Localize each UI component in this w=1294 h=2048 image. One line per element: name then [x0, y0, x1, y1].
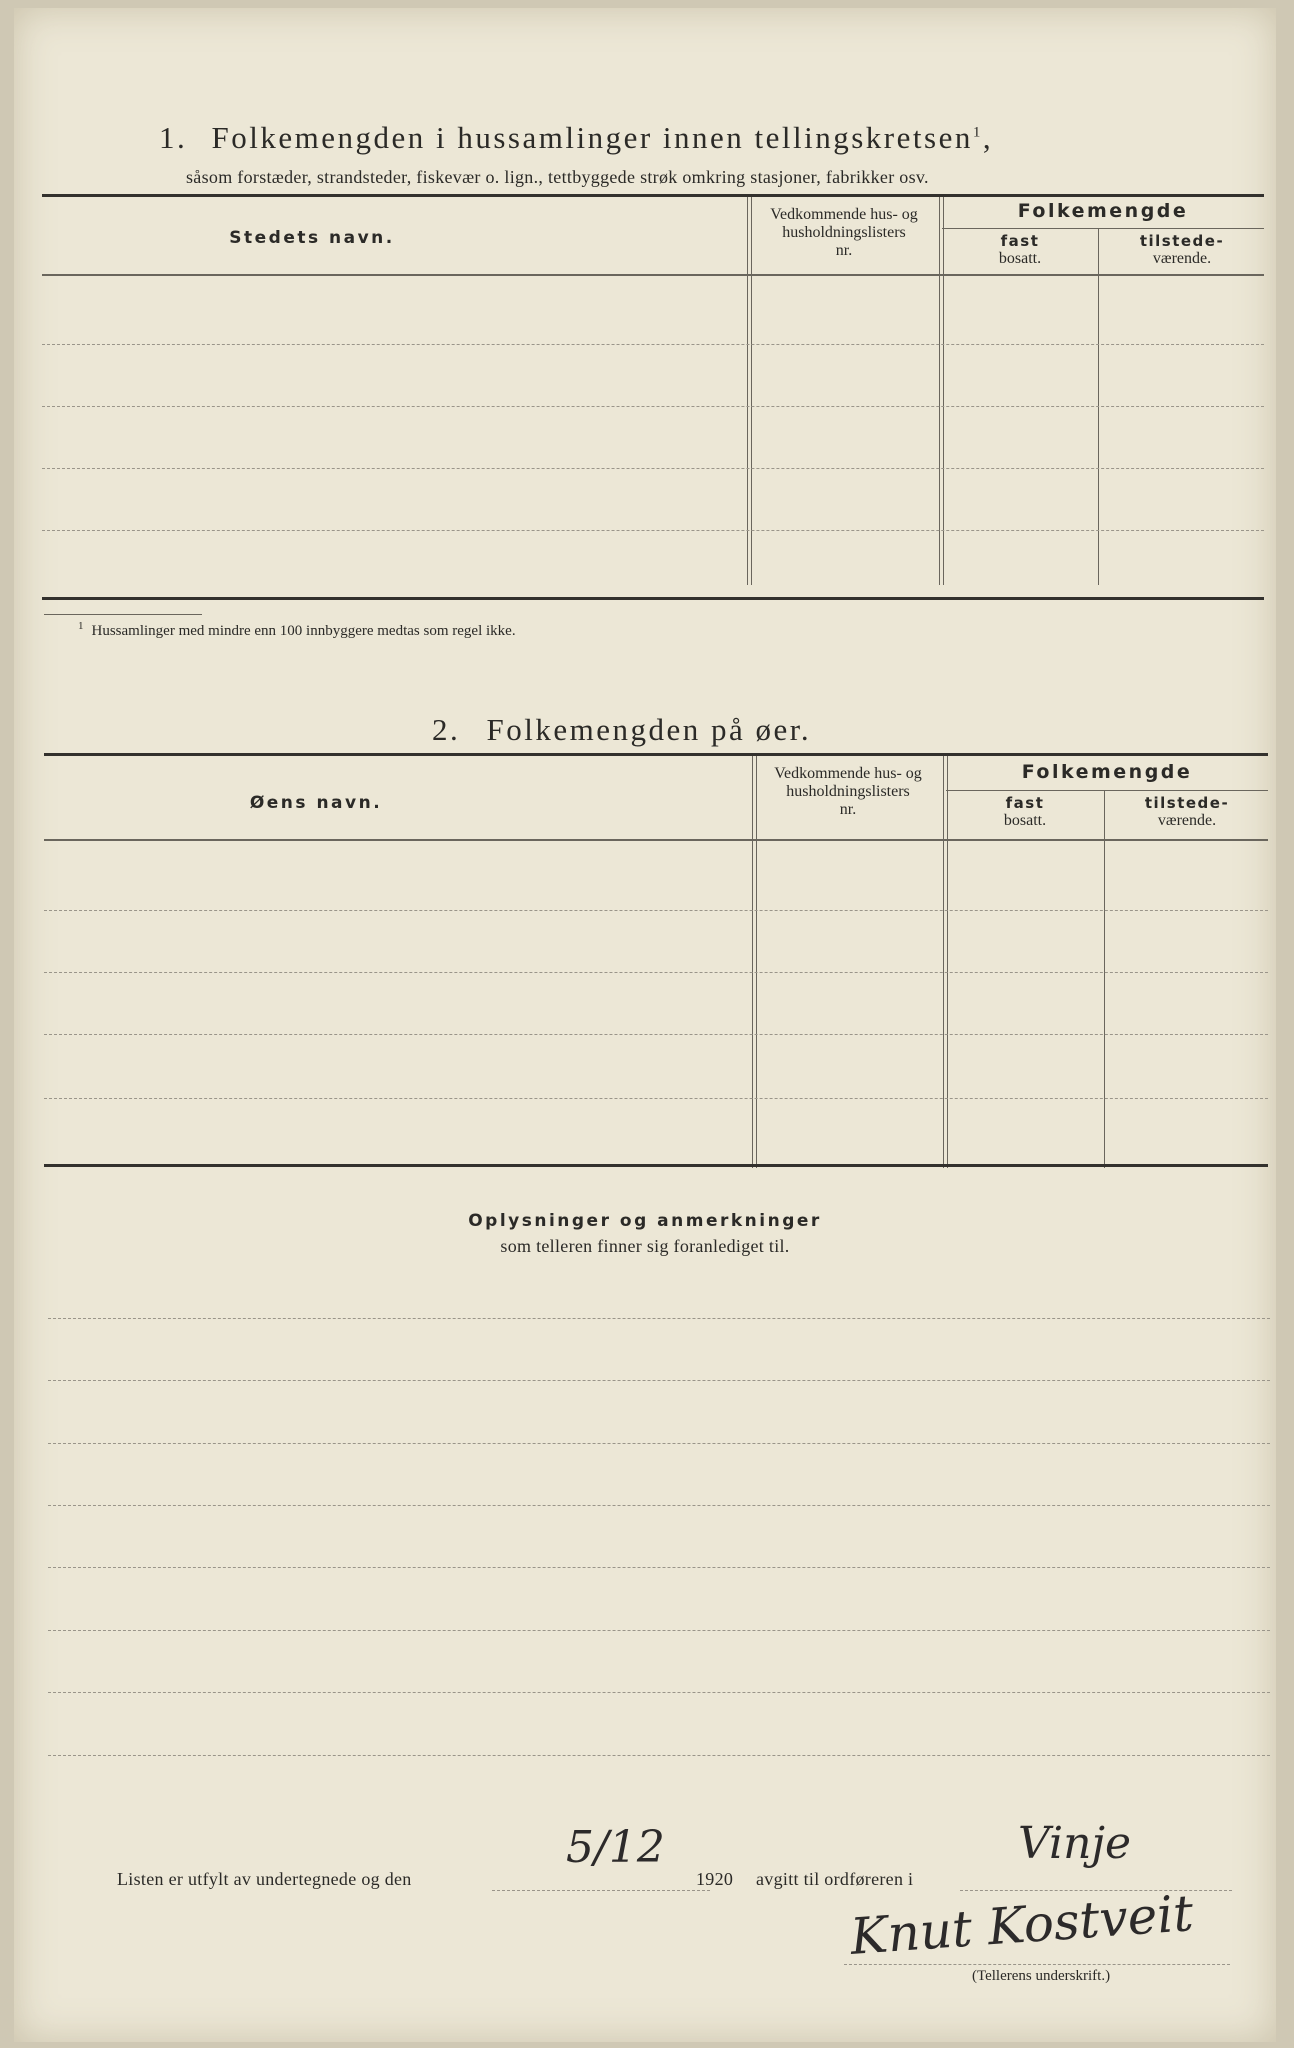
remarks-line: [48, 1505, 1270, 1506]
col-header-resident: [946, 794, 1104, 830]
footnote-number: 1: [78, 620, 84, 632]
col-header-resident-line: fast: [1000, 232, 1040, 250]
col-header-present: [1106, 794, 1268, 830]
col-group-population: Folkemengde: [1017, 200, 1189, 222]
date-handwritten: 5/12: [566, 1822, 665, 1873]
col-header-list-line: Vedkommende hus- og: [770, 206, 918, 223]
col-header-present-line: værende.: [1157, 812, 1217, 829]
col-header-resident-line: bosatt.: [1003, 812, 1047, 829]
col-header-list-line: Vedkommende hus- og: [774, 765, 922, 782]
col-header-list-number: [752, 765, 944, 819]
section2-number: 2.: [432, 712, 461, 747]
group-header-rule: [946, 790, 1268, 791]
remarks-line: [48, 1567, 1270, 1568]
col-divider: [752, 756, 757, 1168]
section1-heading: [159, 120, 993, 156]
section1-footnote: [78, 620, 516, 640]
remarks-line: [48, 1755, 1270, 1756]
table-row-rule: [44, 1098, 1268, 1099]
col-header-present: [1100, 232, 1264, 268]
remarks-line: [48, 1630, 1270, 1631]
table-top-rule: [42, 194, 1264, 197]
section2-title: Folkemengden på øer.: [486, 712, 812, 747]
table-row-rule: [44, 910, 1268, 911]
table-row-rule: [42, 344, 1264, 345]
remarks-line: [48, 1443, 1270, 1444]
section1-title: Folkemengden i hussamlinger innen tellingskretsen: [211, 120, 973, 155]
col-header-list-line: husholdningslisters: [782, 224, 906, 241]
table-bottom-rule: [44, 1164, 1268, 1167]
remarks-line: [48, 1318, 1270, 1319]
section1-subtitle: såsom forstæder, strandsteder, fiskevær o. lign., tettbyggede strøk omkring stasjoner, fabrikker osv.: [186, 167, 929, 187]
signature-handwritten: Knut Kostveit: [848, 1884, 1196, 1966]
col-header-resident: [942, 232, 1098, 268]
section1-number: 1.: [159, 120, 188, 155]
table-bottom-rule: [42, 597, 1264, 600]
table-row-rule: [44, 972, 1268, 973]
col-divider: [1098, 229, 1099, 585]
col-divider: [939, 197, 944, 585]
date-field-line: [492, 1890, 710, 1891]
remarks-subtitle: som telleren finner sig foranlediget til.: [500, 1236, 790, 1256]
signature-field-line: [844, 1964, 1230, 1965]
col-header-list-number: [748, 206, 940, 260]
col-header-present-line: tilstede-: [1144, 794, 1230, 812]
section2-heading: [432, 712, 811, 748]
remarks-title: Oplysninger og anmerkninger: [468, 1211, 822, 1231]
footnote-rule: [44, 614, 202, 615]
col-header-list-line: husholdningslisters: [786, 783, 910, 800]
col-header-island-name: Øens navn.: [249, 793, 383, 813]
header-bottom-rule: [42, 274, 1264, 276]
section1-title-comma: ,: [982, 120, 994, 155]
place-handwritten: Vinje: [1018, 1818, 1132, 1869]
col-header-resident-line: fast: [1005, 794, 1045, 812]
col-header-resident-line: bosatt.: [998, 250, 1042, 267]
table-top-rule: [44, 753, 1268, 756]
col-header-list-line: nr.: [839, 801, 857, 818]
col-divider: [943, 756, 948, 1168]
census-form-page: [14, 8, 1276, 2042]
col-divider: [747, 197, 752, 585]
remarks-line: [48, 1380, 1270, 1381]
group-header-rule: [942, 228, 1264, 229]
col-header-place-name: Stedets navn.: [229, 228, 395, 248]
table-row-rule: [42, 530, 1264, 531]
header-bottom-rule: [44, 839, 1268, 841]
table-row-rule: [42, 406, 1264, 407]
col-group-population: Folkemengde: [1021, 761, 1193, 783]
col-divider: [1104, 791, 1105, 1168]
footnote-text: Hussamlinger med mindre enn 100 innbyggere medtas som regel ikke.: [91, 623, 516, 639]
col-header-present-line: værende.: [1152, 250, 1212, 267]
section1-footnote-mark: 1: [972, 124, 983, 141]
table-row-rule: [42, 468, 1264, 469]
col-header-present-line: tilstede-: [1139, 232, 1225, 250]
table-row-rule: [44, 1034, 1268, 1035]
sign-statement: Listen er utfylt av undertegnede og den: [117, 1869, 412, 1889]
remarks-line: [48, 1692, 1270, 1693]
signature-caption: (Tellerens underskrift.): [972, 1968, 1111, 1984]
col-header-list-line: nr.: [835, 242, 853, 259]
sign-year: 1920: [696, 1869, 734, 1889]
sign-statement-2: avgitt til ordføreren i: [756, 1869, 914, 1889]
